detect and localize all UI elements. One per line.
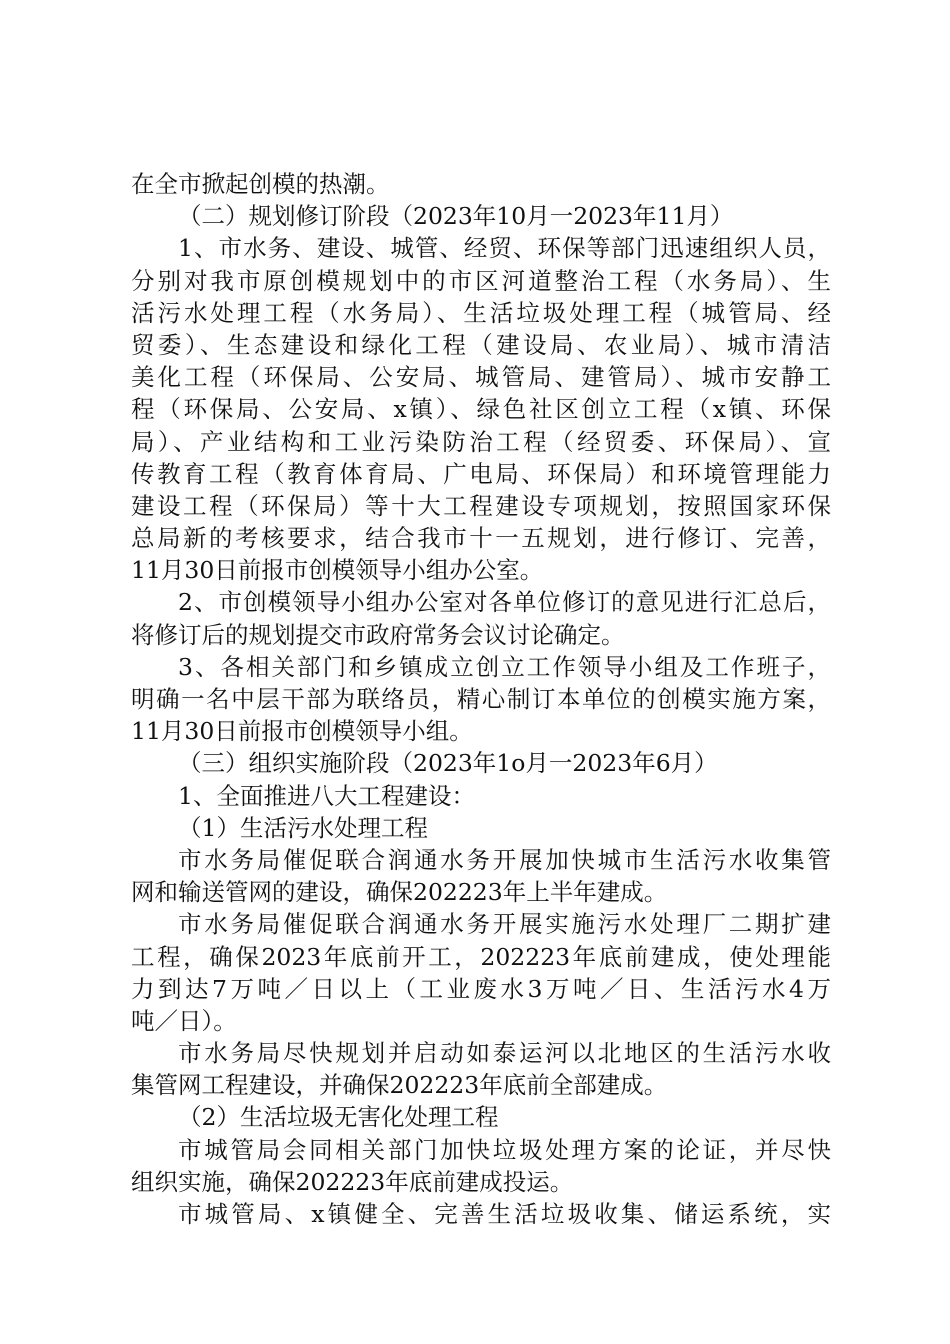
text-line: 集管网工程建设，并确保202223年底前全部建成。: [131, 1071, 668, 1100]
text-line: 市城管局会同相关部门加快垃圾处理方案的论证，并尽快: [178, 1135, 831, 1164]
text-line: 程（环保局、公安局、x镇）、绿色社区创立工程（x镇、环保: [131, 395, 831, 424]
text-line: 3、各相关部门和乡镇成立创立工作领导小组及工作班子，: [178, 652, 831, 681]
text-line: 市水务局催促联合润通水务开展加快城市生活污水收集管: [178, 845, 831, 874]
text-line: 市城管局、x镇健全、完善生活垃圾收集、储运系统，实: [178, 1200, 831, 1228]
text-line: （2）生活垃圾无害化处理工程: [178, 1103, 499, 1132]
text-line: 市水务局催促联合润通水务开展实施污水处理厂二期扩建: [178, 910, 831, 939]
text-line: 1、全面推进八大工程建设：: [178, 781, 475, 810]
text-line: 吨／日）。: [131, 1006, 237, 1035]
text-line: （二）规划修订阶段（2023年10月一2023年11月）: [178, 202, 734, 231]
text-line: 分别对我市原创模规划中的市区河道整治工程（水务局）、生: [131, 266, 831, 295]
text-line: 组织实施，确保202223年底前建成投运。: [131, 1167, 574, 1196]
text-line: 活污水处理工程（水务局）、生活垃圾处理工程（城管局、经: [131, 298, 831, 327]
text-line: 总局新的考核要求，结合我市十一五规划，进行修订、完善，: [131, 524, 831, 553]
text-line: （三）组织实施阶段（2023年1o月一2023年6月）: [178, 749, 718, 778]
text-line: 11月30日前报市创模领导小组办公室。: [131, 556, 544, 585]
text-line: 在全市掀起创模的热潮。: [131, 170, 390, 198]
text-line: 1、市水务、建设、城管、经贸、环保等部门迅速组织人员，: [178, 234, 831, 263]
text-line: 明确一名中层干部为联络员，精心制订本单位的创模实施方案，: [131, 685, 831, 713]
text-line: 2、市创模领导小组办公室对各单位修订的意见进行汇总后，: [178, 588, 831, 617]
text-line: 工程，确保2023年底前开工，202223年底前建成，使处理能: [131, 942, 831, 971]
text-line: 网和输送管网的建设，确保202223年上半年建成。: [131, 878, 668, 907]
text-line: 力到达7万吨／日以上（工业废水3万吨／日、生活污水4万: [131, 974, 831, 1003]
text-line: （1）生活污水处理工程: [178, 813, 428, 842]
text-line: 局）、产业结构和工业污染防治工程（经贸委、环保局）、宣: [131, 427, 831, 456]
text-line: 美化工程（环保局、公安局、城管局、建管局）、城市安静工: [131, 363, 831, 392]
text-line: 传教育工程（教育体育局、广电局、环保局）和环境管理能力: [131, 459, 831, 488]
text-line: 市水务局尽快规划并启动如泰运河以北地区的生活污水收: [178, 1039, 831, 1068]
text-line: 贸委）、生态建设和绿化工程（建设局、农业局）、城市清洁: [131, 330, 831, 359]
document-body: [131, 168, 831, 1230]
text-line: 将修订后的规划提交市政府常务会议讨论确定。: [131, 620, 625, 649]
text-line: 11月30日前报市创模领导小组。: [131, 717, 473, 746]
text-line: 建设工程（环保局）等十大工程建设专项规划，按照国家环保: [131, 491, 831, 520]
